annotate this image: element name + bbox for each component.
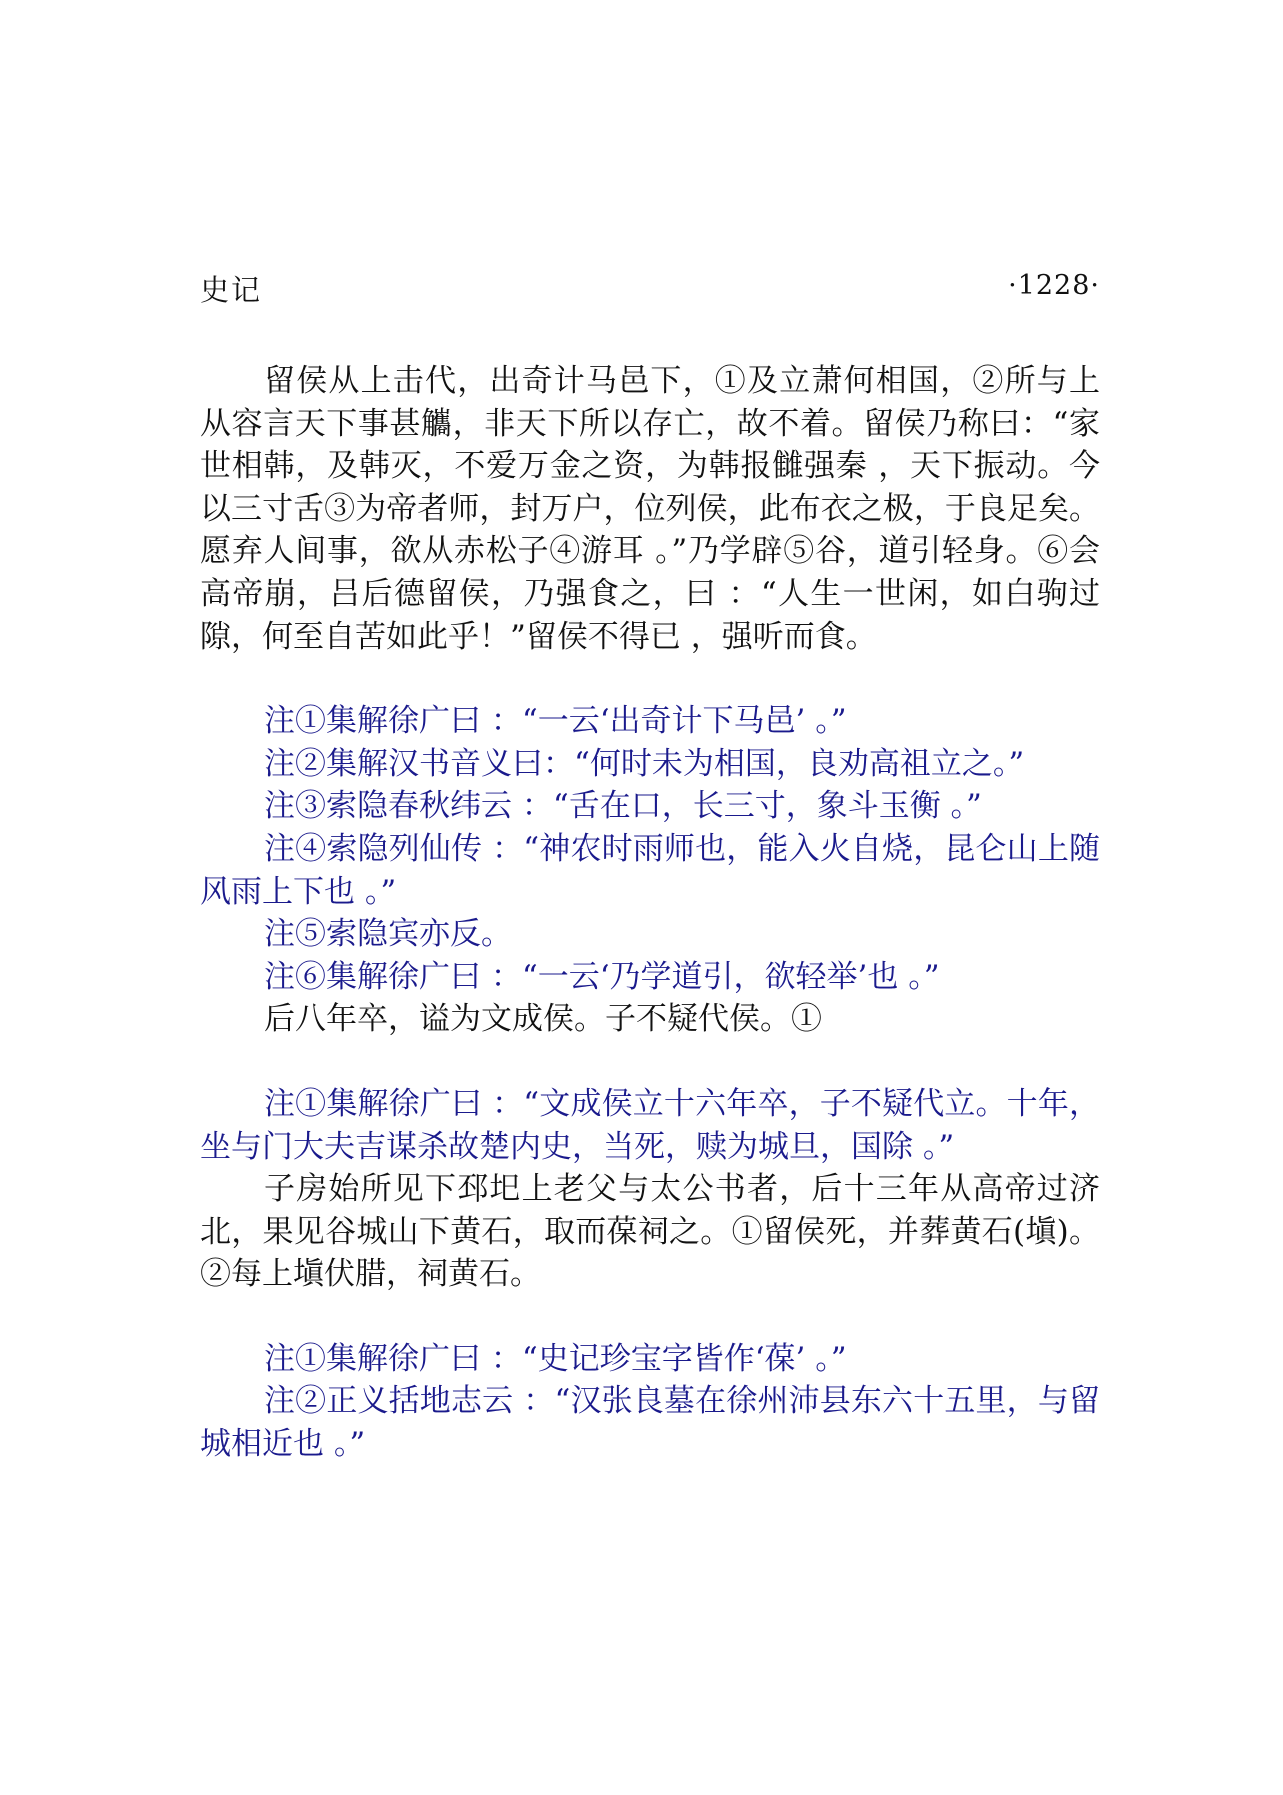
annotation-1-3: 注③索隐春秋纬云 ：“舌在口，长三寸，象斗玉衡 。” [264, 788, 982, 825]
annotation-1-1: 注①集解徐广曰 ：“一云‘出奇计下马邑’ 。” [264, 703, 847, 740]
annotation-1-2: 注②集解汉书音义曰：“何时未为相国，良劝高祖立之。” [264, 745, 1025, 782]
annotation-3-1: 注①集解徐广曰 ：“史记珍宝字皆作‘葆’ 。” [264, 1340, 847, 1377]
body-paragraph-2: 后八年卒，谥为文成侯。子不疑代侯。① [264, 1001, 822, 1038]
document-page [200, 268, 1100, 1466]
body-paragraph-3: 子房始所见下邳圯上老父与太公书者，后十三年从高帝过济北，果见谷城山下黄石，取而葆祠之。①留侯死，并葬黄石(塡)。②每上塡伏腊，祠黄石。 [200, 1171, 1100, 1293]
page-number: ·1228· [1008, 270, 1100, 301]
page-header [200, 268, 1100, 312]
annotation-2-1: 注①集解徐广曰 ：“文成侯立十六年卒，子不疑代立。十年，坐与门大夫吉谋杀故楚内史，当死，赎为城旦，国除 。” [200, 1085, 1100, 1165]
body-paragraph-1: 留侯从上击代，出奇计马邑下，①及立萧何相国，②所与上从容言天下事甚觿，非天下所以存亡，故不着。留侯乃称曰：“家世相韩，及韩灭，不爱万金之资，为韩报雠强秦 ，天下振动。今以三寸舌③为帝者师，封万户，位列侯，此布衣之极，于良足矣。愿弃人间事，欲从赤松子④游耳 。”乃学辟⑤谷，道引轻身。⑥会高帝崩，吕后德留侯，乃强食之，曰 ：“人生一世闲，如白驹过隙，何至自苦如此乎！”留侯不得已 ，强听而食。 [200, 363, 1100, 655]
book-title: 史记 [200, 273, 263, 307]
annotation-3-2: 注②正义括地志云 ：“汉张良墓在徐州沛县东六十五里，与留城相近也 。” [200, 1383, 1100, 1463]
annotation-1-6: 注⑥集解徐广曰 ：“一云‘乃学道引，欲轻举’也 。” [264, 958, 940, 995]
annotation-1-5: 注⑤索隐宾亦反。 [264, 916, 512, 953]
annotation-1-4: 注④索隐列仙传 ：“神农时雨师也，能入火自烧，昆仑山上随风雨上下也 。” [200, 830, 1100, 910]
